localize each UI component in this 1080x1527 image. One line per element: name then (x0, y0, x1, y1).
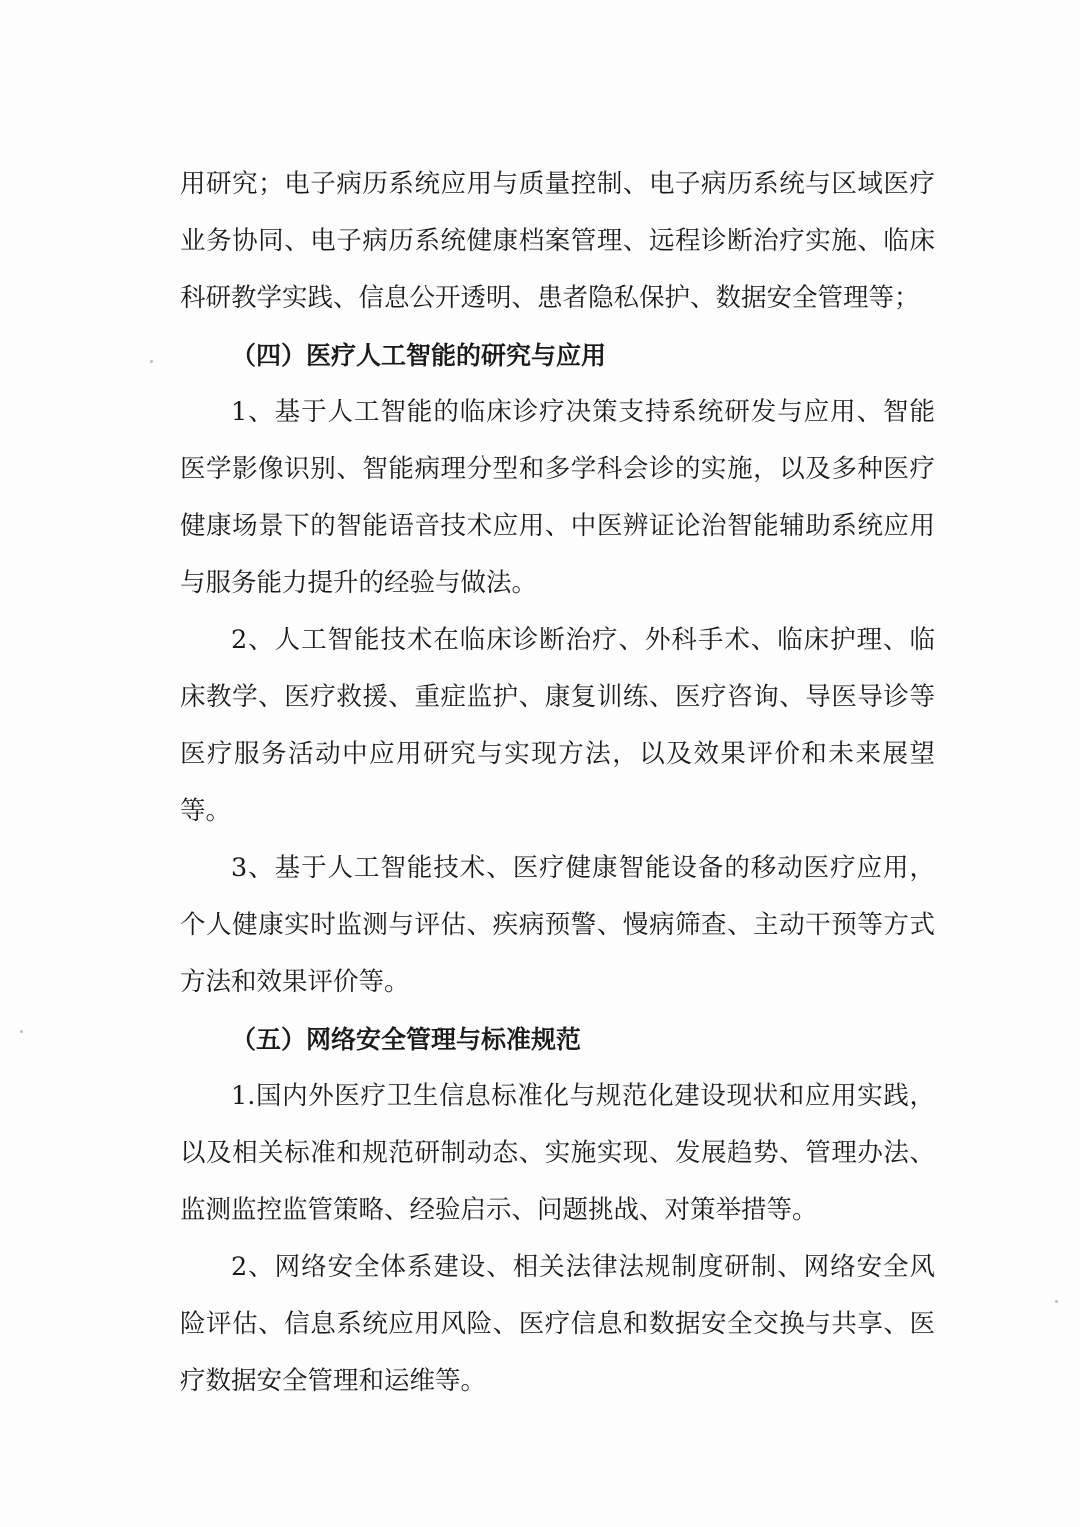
section-heading-4: （四）医疗人工智能的研究与应用 (231, 341, 607, 370)
paragraph-security-item-2: 2、网络安全体系建设、相关法律法规制度研制、网络安全风险评估、信息系统应用风险、医疗信息和数据安全交换与共享、医疗数据安全管理和运维等。 (180, 1252, 935, 1396)
section-heading-5: （五）网络安全管理与标准规范 (231, 1025, 582, 1054)
paragraph-continuation: 用研究；电子病历系统应用与质量控制、电子病历系统与区域医疗业务协同、电子病历系统健康档案管理、远程诊断治疗实施、临床科研教学实践、信息公开透明、患者隐私保护、数据安全管理等； (180, 169, 935, 313)
scan-speck (150, 360, 153, 363)
scan-speck (20, 1030, 23, 1033)
scan-speck (1055, 1300, 1058, 1303)
paragraph-ai-item-2: 2、人工智能技术在临床诊断治疗、外科手术、临床护理、临床教学、医疗救援、重症监护、康复训练、医疗咨询、导医导诊等医疗服务活动中应用研究与实现方法，以及效果评价和未来展望等。 (180, 625, 935, 826)
paragraph-ai-item-1: 1、基于人工智能的临床诊疗决策支持系统研发与应用、智能医学影像识别、智能病理分型和多学科会诊的实施，以及多种医疗健康场景下的智能语音技术应用、中医辨证论治智能辅助系统应用与服务能力提升的经验与做法。 (180, 397, 935, 598)
paragraph-security-item-1: 1.国内外医疗卫生信息标准化与规范化建设现状和应用实践，以及相关标准和规范研制动态、实施实现、发展趋势、管理办法、监测监控监管策略、经验启示、问题挑战、对策举措等。 (180, 1081, 935, 1225)
document-body (180, 156, 935, 1410)
paragraph-ai-item-3: 3、基于人工智能技术、医疗健康智能设备的移动医疗应用，个人健康实时监测与评估、疾病预警、慢病筛查、主动干预等方式方法和效果评价等。 (180, 853, 935, 997)
